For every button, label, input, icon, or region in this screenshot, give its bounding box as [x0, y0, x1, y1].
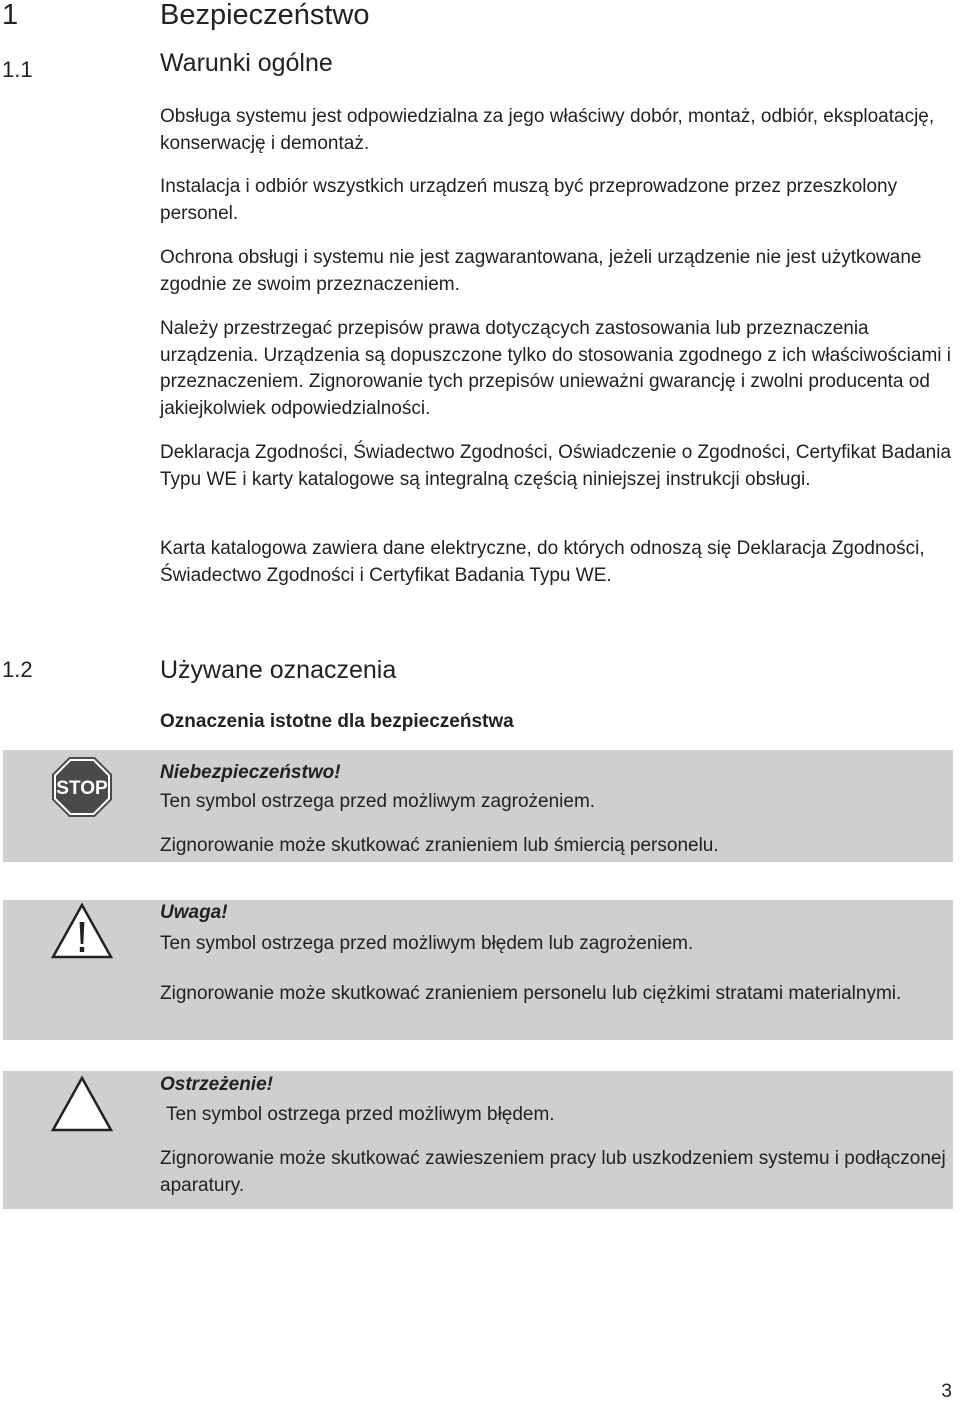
- subsection-title: Warunki ogólne: [160, 49, 333, 77]
- subsection-title: Używane oznaczenia: [160, 656, 397, 684]
- stop-sign-icon: [51, 756, 113, 818]
- paragraph: Należy przestrzegać przepisów prawa dotyczących zastosowania lub przeznaczenia urządzenia. Urządzenia są dopuszczone tylko do stosowania zgodnego z ich właściwościami i przeznaczeniem. Zignorowanie tych przepisów unieważni gwarancję i zwolni producenta od jakiejkolwiek odpowiedzialności.: [160, 318, 952, 419]
- warning-notice: [3, 1071, 953, 1209]
- notice-text: Ten symbol ostrzega przed możliwym błędem.: [166, 1104, 555, 1125]
- danger-notice: [3, 750, 953, 862]
- section-title: Bezpieczeństwo: [160, 0, 370, 31]
- paragraph: Obsługa systemu jest odpowiedzialna za jego właściwy dobór, montaż, odbiór, eksploatację, konserwację i demontaż.: [160, 106, 935, 154]
- notice-text: Zignorowanie może skutkować zranieniem personelu lub ciężkimi stratami materialnymi.: [160, 983, 902, 1004]
- caution-notice: [3, 900, 953, 1040]
- notice-text: Zignorowanie może skutkować zawieszeniem pracy lub uszkodzeniem systemu i podłączonej aparatury.: [160, 1148, 946, 1196]
- notice-text: Zignorowanie może skutkować zranieniem lub śmiercią personelu.: [160, 835, 719, 856]
- subheading: Oznaczenia istotne dla bezpieczeństwa: [160, 711, 514, 732]
- paragraph: Deklaracja Zgodności, Świadectwo Zgodności, Oświadczenie o Zgodności, Certyfikat Badania Typu WE i karty katalogowe są integralną częścią niniejszej instrukcji obsługi.: [160, 442, 952, 490]
- notice-title: Uwaga!: [160, 902, 228, 923]
- exclamation-triangle-icon: [50, 902, 114, 960]
- paragraph: Ochrona obsługi i systemu nie jest zagwarantowana, jeżeli urządzenie nie jest użytkowane zgodnie ze swoim przeznaczeniem.: [160, 247, 922, 295]
- notice-title: Niebezpieczeństwo!: [160, 762, 341, 783]
- notice-title: Ostrzeżenie!: [160, 1074, 273, 1095]
- empty-triangle-icon: [50, 1075, 114, 1133]
- subsection-number: 1.1: [2, 57, 33, 82]
- page-number: 3: [941, 1381, 952, 1402]
- notice-text: Ten symbol ostrzega przed możliwym błędem lub zagrożeniem.: [160, 933, 694, 954]
- subsection-number: 1.2: [2, 657, 33, 682]
- stop-sign-label: STOP: [56, 778, 108, 799]
- section-number: 1: [2, 0, 19, 31]
- paragraph: Instalacja i odbiór wszystkich urządzeń muszą być przeprowadzone przez przeszkolony personel.: [160, 176, 898, 224]
- paragraph: Karta katalogowa zawiera dane elektryczne, do których odnoszą się Deklaracja Zgodności, Świadectwo Zgodności i Certyfikat Badania Typu WE.: [160, 538, 925, 586]
- notice-text: Ten symbol ostrzega przed możliwym zagrożeniem.: [160, 791, 596, 812]
